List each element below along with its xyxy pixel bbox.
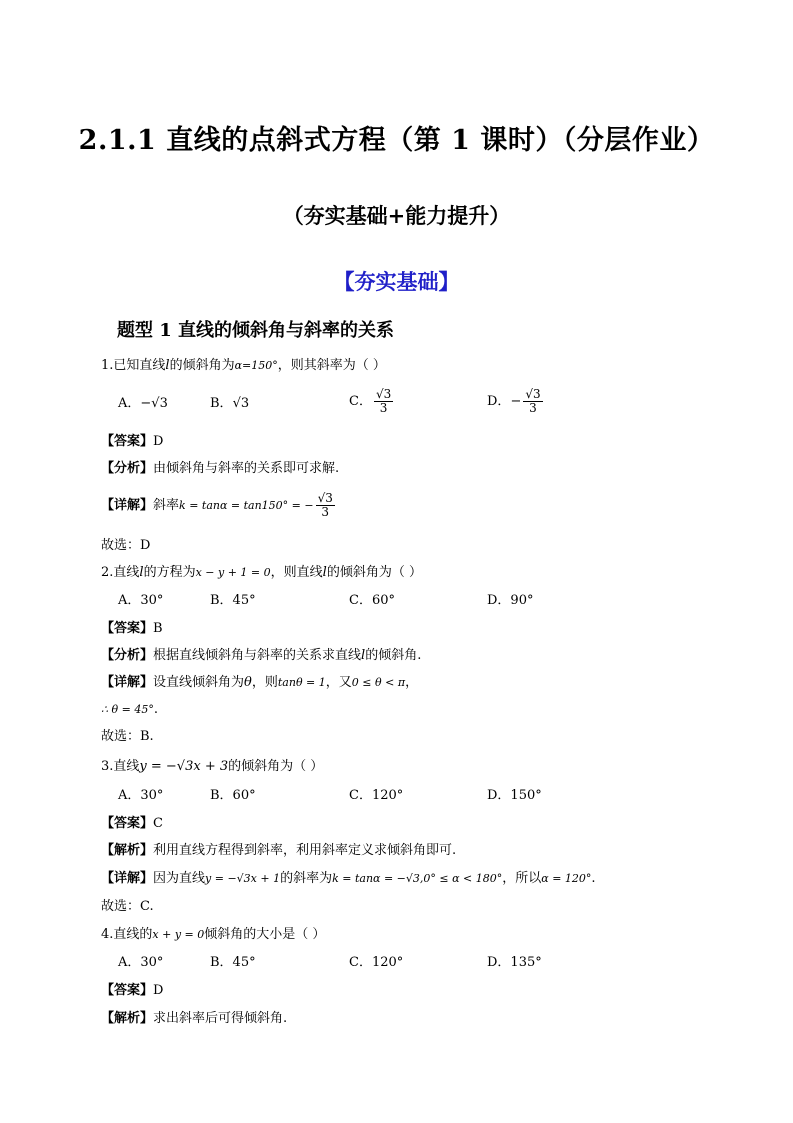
q4-option-b: B．45°: [210, 955, 256, 970]
q2-option-c: C．60°: [349, 593, 395, 608]
q2-detail: 【详解】设直线倾斜角为θ，则tanθ = 1，又0 ≤ θ < π，: [101, 675, 419, 690]
q3-detail: 【详解】因为直线y = −√3x + 1的斜率为k = tanα = −√3,0° ≤ α < 180°，所以α = 120°.: [101, 871, 596, 886]
fraction: $\frac{√3}{3}$: [525, 387, 541, 415]
q4-parse: 【解析】求出斜率后可得倾斜角.: [101, 1011, 288, 1026]
q4-answer: 【答案】D: [101, 983, 164, 998]
q3-choice: 故选：C.: [101, 899, 154, 914]
q4-option-d: D．135°: [487, 955, 542, 970]
q1-option-b: B．√3: [210, 396, 250, 411]
q2-option-b: B．45°: [210, 593, 256, 608]
q3-option-d: D．150°: [487, 788, 542, 803]
q2-analysis: 【分析】根据直线倾斜角与斜率的关系求直线l的倾斜角.: [101, 648, 422, 663]
q3-option-c: C．120°: [349, 788, 404, 803]
question-4-stem: 4.直线的x + y = 0倾斜角的大小是（ ）: [101, 927, 326, 942]
fraction: $\frac{√3}{3}$: [317, 491, 333, 519]
q2-answer: 【答案】B: [101, 621, 163, 636]
q2-choice: 故选：B.: [101, 729, 154, 744]
q1-analysis: 【分析】由倾斜角与斜率的关系即可求解.: [101, 461, 340, 476]
q3-answer: 【答案】C: [101, 816, 163, 831]
q1-choice: 故选：D: [101, 538, 151, 553]
page-title: 2.1.1 直线的点斜式方程（第 1 课时）（分层作业）: [78, 125, 715, 156]
q1-answer: 【答案】D: [101, 434, 164, 449]
q3-option-a: A．30°: [118, 788, 164, 803]
q2-option-d: D．90°: [487, 593, 534, 608]
question-2-stem: 2.直线l的方程为x − y + 1 = 0，则直线l的倾斜角为（ ）: [101, 565, 422, 580]
question-3-stem: 3.直线y = −√3x + 3的倾斜角为（ ）: [101, 759, 324, 774]
q1-detail: 【详解】斜率k = tanα = tan150° = − $\frac{√3}{3}$: [101, 491, 333, 519]
q1-option-d: D．− $\frac{√3}{3}$: [487, 387, 541, 415]
q2-therefore: ∴ θ = 45°.: [101, 702, 158, 717]
q4-option-a: A．30°: [118, 955, 164, 970]
fraction: $\frac{√3}{3}$: [375, 387, 392, 415]
q3-parse: 【解析】利用直线方程得到斜率，利用斜率定义求倾斜角即可.: [101, 843, 457, 858]
section-heading: 【夯实基础】: [333, 269, 460, 294]
q1-option-a: A．−√3: [118, 396, 168, 411]
page-subtitle: （夯实基础+能力提升）: [282, 203, 511, 228]
type-heading: 题型 1 直线的倾斜角与斜率的关系: [117, 320, 395, 341]
q3-option-b: B．60°: [210, 788, 256, 803]
question-1-stem: 1.已知直线l的倾斜角为α=150°，则其斜率为（ ）: [101, 358, 386, 373]
q2-option-a: A．30°: [118, 593, 164, 608]
q1-option-c: C． $\frac{√3}{3}$: [349, 387, 392, 415]
q4-option-c: C．120°: [349, 955, 404, 970]
